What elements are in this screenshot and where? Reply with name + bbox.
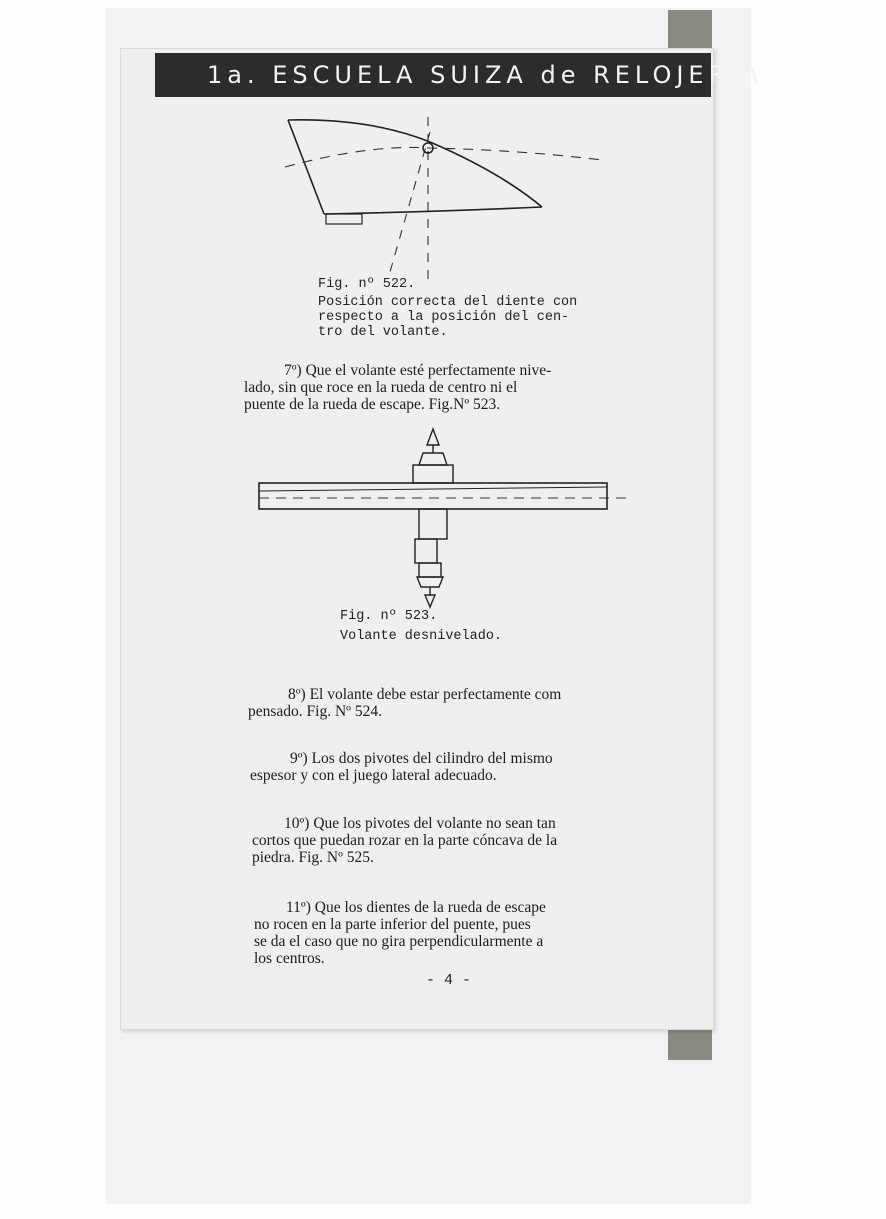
paragraph-line: 8º) El volante debe estar perfectamente com [288,686,562,703]
paragraph-11 [254,899,674,967]
paragraph-line: los centros. [254,950,325,968]
paragraph-line: no rocen en la parte inferior del puente, pues [254,916,531,934]
paragraph-line: se da el caso que no gira perpendicularmente a [254,933,544,951]
figure-522-label: Fig. nº 522. [318,277,416,292]
paragraph-10 [252,815,672,866]
figure-523-caption: Volante desnivelado. [340,629,503,644]
paragraph-line: piedra. Fig. Nº 525. [252,849,374,867]
paragraph-7 [244,362,664,413]
paragraph-line: lado, sin que roce en la rueda de centro ni el [244,379,518,397]
paragraph-line: cortos que puedan rozar en la parte cóncava de la [252,832,558,850]
paragraph-line: 9º) Los dos pivotes del cilindro del mismo [290,750,553,767]
page-header [155,53,764,97]
page-number: - 4 - [426,972,472,989]
figure-523-label: Fig. nº 523. [340,609,438,624]
figure-522-diagram [280,112,610,292]
paragraph-line: pensado. Fig. Nº 524. [248,703,382,721]
paragraph-line: 7º) Que el volante esté perfectamente nive- [284,362,552,379]
paragraph-8 [248,686,668,720]
figure-522-caption [318,296,577,341]
caption-line: respecto a la posición del cen- [318,309,570,325]
paragraph-line: 11º) Que los dientes de la rueda de escape [286,899,546,916]
header-title: 1a. ESCUELA SUIZA de RELOJERIA [207,61,764,89]
paragraph-line: puente de la rueda de escape. Fig.Nº 523. [244,396,501,414]
caption-line: tro del volante. [318,324,448,340]
figure-523-diagram [255,425,635,610]
paragraph-line: espesor y con el juego lateral adecuado. [250,767,497,785]
paragraph-9 [250,750,670,784]
paragraph-line: 10º) Que los pivotes del volante no sean tan [284,815,556,832]
caption-line: Posición correcta del diente con [318,295,578,310]
